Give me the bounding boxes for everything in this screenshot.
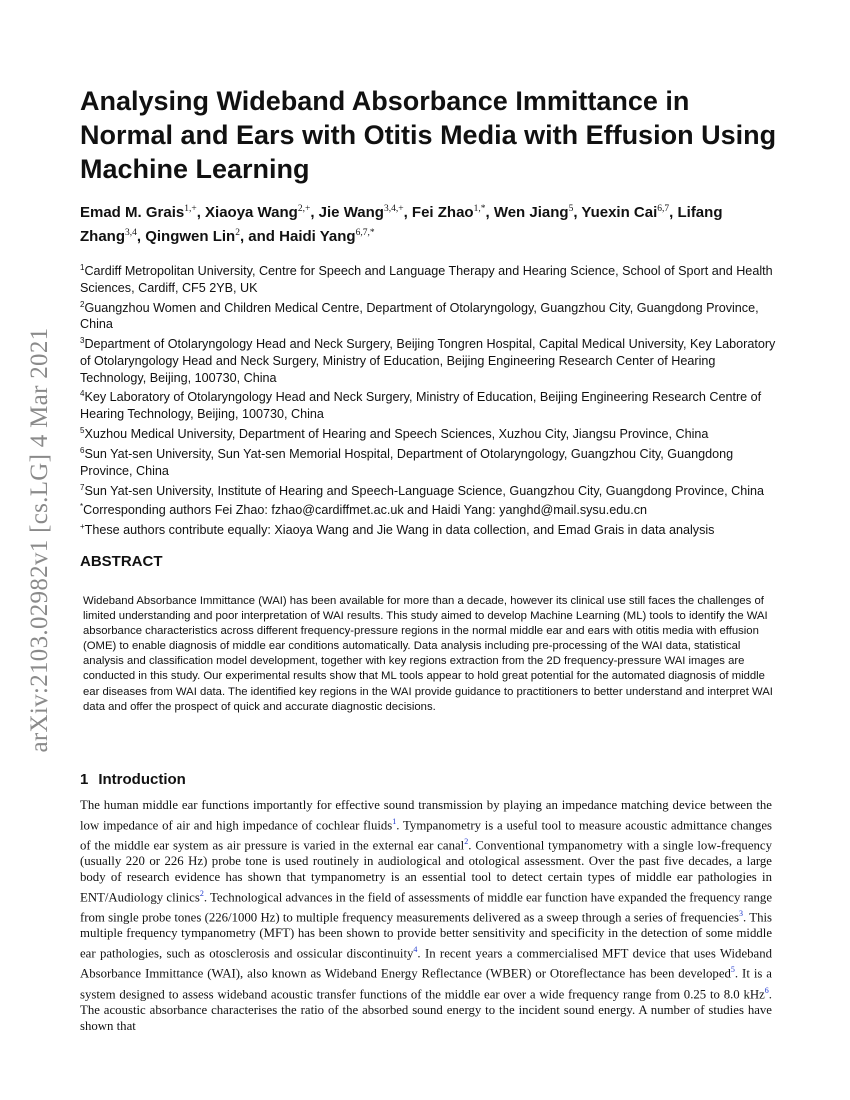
affiliation-item [80,297,780,334]
author-affiliation-marks: 2,+ [297,204,311,214]
affiliation-item [80,499,780,519]
affiliation-mark: 4 [80,389,85,399]
affiliation-list [80,260,780,539]
section-number: 1 [80,771,89,788]
abstract-heading: ABSTRACT [80,553,163,570]
introduction-text: . The acoustic absorbance characterises the ratio of the absorbed sound energy to the incident sound energy. A number of studies have shown that [80,986,772,1033]
affiliation-text: Key Laboratory of Otolaryngology Head and Neck Surgery, Ministry of Education, Beijing Engineering Research Centre of Hearing Technology, Beijing, 100730, China [80,390,762,422]
affiliation-text: Guangzhou Women and Children Medical Centre, Department of Otolaryngology, Guangzhou City, Guangdong Province, China [80,300,759,332]
introduction-text: . It is a system designed to assess wideband acoustic transfer functions of the middle ear over a wide frequency range from 0.25 to 8.0 kHz [80,966,772,1001]
affiliation-mark: + [80,522,85,532]
introduction-text: . In recent years a commercialised MFT device that uses Wideband Absorbance Immittance (WAI), also known as Wideband Energy Reflectance (WBER) or Otoreflectance has been developed [80,946,773,981]
affiliation-mark: 3 [80,336,85,346]
author-name: Haidi Yang [279,228,356,245]
author-separator: , [136,228,146,245]
affiliation-mark: 6 [80,445,85,455]
citation-ref: 3 [739,909,744,919]
paper-title: Analysing Wideband Absorbance Immittance in Normal and Ears with Otitis Media with Effusion Using Machine Learning [80,86,777,184]
affiliation-item [80,519,780,539]
author-affiliation-marks: 3,4 [125,228,137,238]
author-affiliation-marks: 6,7 [657,204,670,214]
introduction-text: The human middle ear functions importantly for effective sound transmission by playing an impedance matching device between the low impedance of air and high impedance of cochlear fluids [80,798,772,833]
affiliation-text: Corresponding authors Fei Zhao: fzhao@cardiffmet.ac.uk and Haidi Yang: yanghd@mail.sysu.edu.cn [83,503,648,518]
affiliation-mark: 2 [80,299,85,309]
author-name: Jie Wang [318,204,384,221]
section-title: Introduction [98,771,186,788]
affiliation-item [80,386,780,423]
affiliation-mark: 7 [80,482,85,492]
citation-ref: 5 [730,965,735,975]
author-separator: , [573,204,582,221]
introduction-text: . Conventional tympanometry with a single low-frequency (usually 220 or 226 Hz) probe tone is used routinely in audiological and otological assessment. Over the past five decades, a large body of research evidence has shown that tympanometry is an essential tool to detect certain types of middle ear pathologies in ENT/Audiology clinics [80,838,772,905]
affiliation-item [80,423,780,443]
abstract-text: Wideband Absorbance Immittance (WAI) has been available for more than a decade, however its clinical use still faces the challenges of limited understanding and poor interpretation of WAI results. This study aimed to develop Machine Learning (ML) tools to identify the WAI absorbance characteristics across different frequency-pressure regions in the normal middle ear and ears with otitis media with effusion (OME) to enable diagnosis of middle ear conditions automatically. Data analysis including pre-processing of the WAI data, statistical analysis and classification model development, together with key regions extraction from the 2D frequency-pressure WAI images are conducted in this study. Our experimental results show that ML tools appear to hold great potential for the automated diagnosis of middle ear diseases from WAI data. The identified key regions in the WAI provide guidance to practitioners to better understand and interpret WAI data and offer the prospect of quick and accurate diagnostic decisions. [83,595,773,713]
author-separator: , [485,204,494,221]
author-name: Xiaoya Wang [205,204,298,221]
author-name: Fei Zhao [411,204,474,221]
citation-ref: 6 [764,985,769,995]
introduction-text: . Technological advances in the field of assessments of middle ear function have expanded the frequency range from single probe tones (226/1000 Hz) to multiple frequency measurements delivered as a sweep through a series of frequencies [80,890,773,925]
author-affiliation-marks: 1,+ [184,204,197,214]
author-name: Emad M. Grais [80,204,185,221]
author-separator: , and [239,228,280,245]
affiliation-mark: 1 [80,263,85,272]
author-affiliation-marks: 6,7,* [355,228,375,238]
author-affiliation-marks: 2 [235,228,240,238]
affiliation-mark: 5 [80,426,85,436]
citation-ref: 1 [392,816,397,826]
citation-ref: 2 [199,889,204,899]
affiliation-item [80,333,780,386]
author-name: Lifang Zhang [80,204,723,245]
introduction-text: . Tympanometry is a useful tool to measure acoustic admittance changes of the middle ear system as air pressure is varied in the external ear canal [80,818,772,853]
citation-ref: 2 [464,837,469,847]
affiliation-item [80,443,780,480]
author-name: Yuexin Cai [581,204,658,221]
author-separator: , [403,204,412,221]
section-heading-introduction [80,771,186,788]
introduction-paragraph [80,798,772,1035]
affiliation-text: Sun Yat-sen University, Sun Yat-sen Memorial Hospital, Department of Otolaryngology, Guangzhou City, Guangdong Province, China [80,447,734,478]
author-list [80,199,780,247]
affiliation-text: Xuzhou Medical University, Department of Hearing and Speech Sciences, Xuzhou City, Jiangsu Province, China [84,427,709,442]
author-name: Wen Jiang [493,204,569,221]
author-name: Qingwen Lin [145,228,236,245]
author-separator: , [669,204,678,221]
arxiv-stamp [20,300,60,780]
author-affiliation-marks: 1,* [473,204,486,214]
affiliation-item [80,260,780,297]
affiliation-text: These authors contribute equally: Xiaoya Wang and Jie Wang in data collection, and Emad Grais in data analysis [84,523,715,538]
introduction-text: . This multiple frequency tympanometry (MFT) has been shown to provide better sensitivity and specificity in the detection of some middle ear pathologies, such as otosclerosis and ossicular discontinuity [80,910,772,961]
author-separator: , [310,204,319,221]
arxiv-stamp-text: arXiv:2103.02982v1 [cs.LG] 4 Mar 2021 [26,327,53,753]
citation-ref: 4 [413,945,418,955]
author-affiliation-marks: 3,4,+ [383,204,404,214]
affiliation-text: Department of Otolaryngology Head and Neck Surgery, Beijing Tongren Hospital, Capital Medical University, Key Laboratory of Otolaryngology Head and Neck Surgery, Ministry of Education, Beijing Engineering Research Center of Hearing Technology, Beijing, 100730, China [80,337,776,385]
affiliation-mark: * [80,502,84,512]
affiliation-item [80,480,780,500]
author-affiliation-marks: 5 [568,204,574,214]
affiliation-text: Cardiff Metropolitan University, Centre for Speech and Language Therapy and Hearing Science, School of Sport and Health Sciences, Cardiff, CF5 2YB, UK [80,264,773,295]
author-separator: , [196,204,206,221]
affiliation-text: Sun Yat-sen University, Institute of Hearing and Speech-Language Science, Guangzhou City, Guangdong Province, China [84,483,764,498]
